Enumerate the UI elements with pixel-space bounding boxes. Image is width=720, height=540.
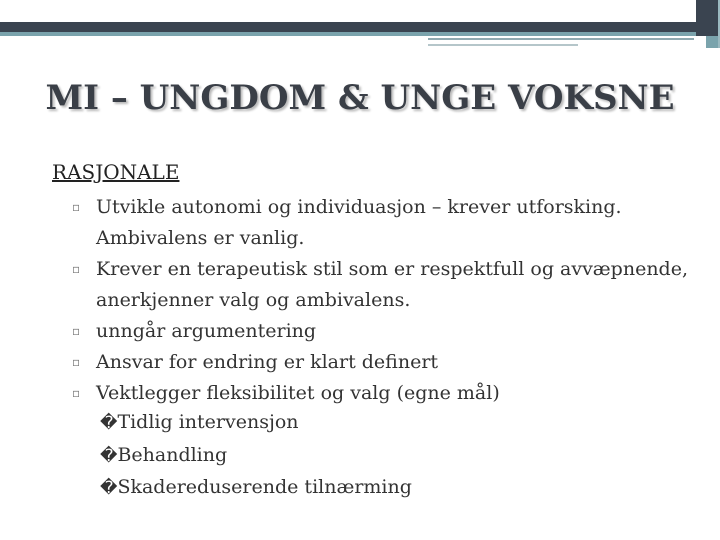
- bullet-marker-icon: ▫: [72, 386, 81, 400]
- header-corner-dark: [696, 0, 720, 36]
- section-heading: RASJONALE: [52, 160, 180, 184]
- bullet-marker-icon: ▫: [72, 200, 81, 214]
- sub-item: [100, 440, 412, 473]
- bullet-text: Utvikle autonomi og individuasjon – krever utforsking. Ambivalens er vanlig.: [96, 196, 622, 249]
- bullet-item: [72, 192, 692, 254]
- missing-glyph-icon: �: [100, 413, 118, 433]
- missing-glyph-icon: �: [100, 478, 118, 498]
- sub-item: [100, 472, 412, 505]
- bullet-marker-icon: ▫: [72, 355, 81, 369]
- bullet-text: Krever en terapeutisk stil som er respektfull og avvæpnende, anerkjenner valg og ambivalens.: [96, 258, 688, 311]
- bullet-item: [72, 347, 692, 378]
- header-accent-line: [428, 38, 694, 40]
- bullet-text: unngår argumentering: [96, 320, 317, 342]
- sub-item-text: Tidlig intervensjon: [117, 411, 299, 433]
- sub-item-text: Behandling: [117, 443, 228, 466]
- bullet-marker-icon: ▫: [72, 324, 81, 338]
- bullet-list: [72, 192, 692, 409]
- sub-list: [100, 407, 412, 505]
- bullet-marker-icon: ▫: [72, 262, 81, 276]
- bullet-text: Vektlegger fleksibilitet og valg (egne mål): [96, 382, 500, 404]
- header-top-band: [0, 0, 720, 22]
- bullet-item: [72, 316, 692, 347]
- bullet-item: [72, 254, 692, 316]
- sub-item-text: Skadereduserende tilnærming: [117, 476, 412, 498]
- missing-glyph-icon: �: [100, 445, 118, 466]
- header-accent-line-short: [428, 44, 578, 46]
- bullet-item: [72, 378, 692, 409]
- sub-item: [100, 407, 412, 440]
- header-dark-bar: [0, 22, 700, 32]
- slide-title: MI – UNGDOM & UNGE VOKSNE: [45, 78, 675, 118]
- bullet-text: Ansvar for endring er klart definert: [96, 351, 439, 373]
- header-teal-bar: [0, 32, 700, 36]
